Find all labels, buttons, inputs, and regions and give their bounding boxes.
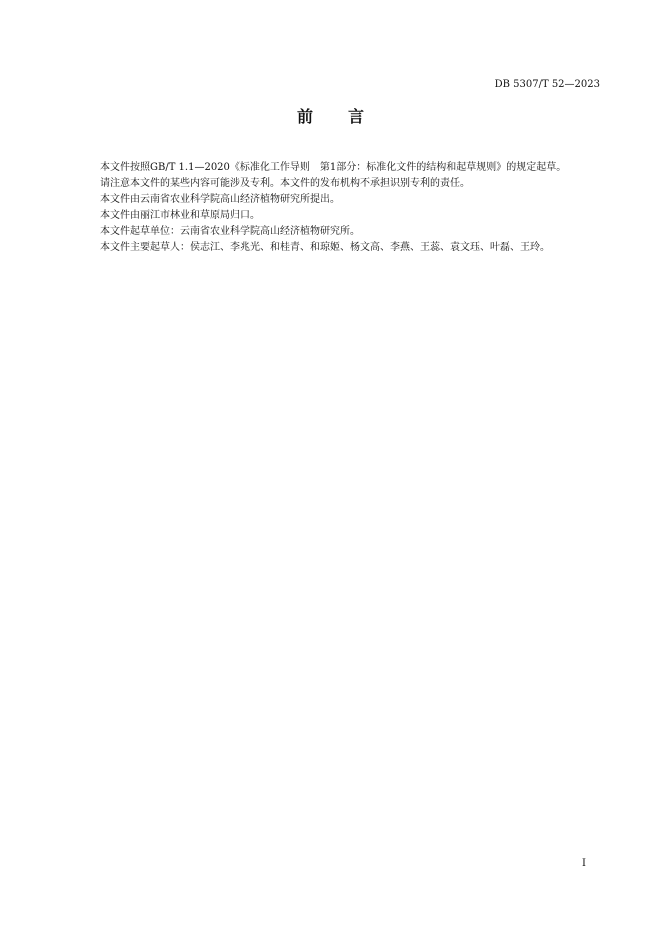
paragraph-centralized-unit: 本文件由丽江市林业和草原局归口。	[100, 210, 260, 221]
page-number: I	[582, 858, 586, 869]
document-code: DB 5307/T 52—2023	[494, 79, 600, 90]
paragraph-patent-notice: 请注意本文件的某些内容可能涉及专利。本文件的发布机构不承担识别专利的责任。	[100, 178, 470, 189]
paragraph-drafting-rule: 本文件按照GB/T 1.1—2020《标准化工作导则 第1部分：标准化文件的结构和起草规则》的规定起草。	[100, 162, 567, 173]
page-title: 前 言	[296, 107, 365, 126]
paragraph-main-drafters: 本文件主要起草人：侯志江、李兆光、和桂青、和琼姬、杨文高、李燕、王蕊、袁文珏、叶磊、王玲。	[100, 242, 550, 253]
foreword-body	[80, 160, 600, 256]
paragraph-proposer: 本文件由云南省农业科学院高山经济植物研究所提出。	[100, 194, 340, 205]
paragraph-drafting-unit: 本文件起草单位：云南省农业科学院高山经济植物研究所。	[100, 226, 360, 237]
